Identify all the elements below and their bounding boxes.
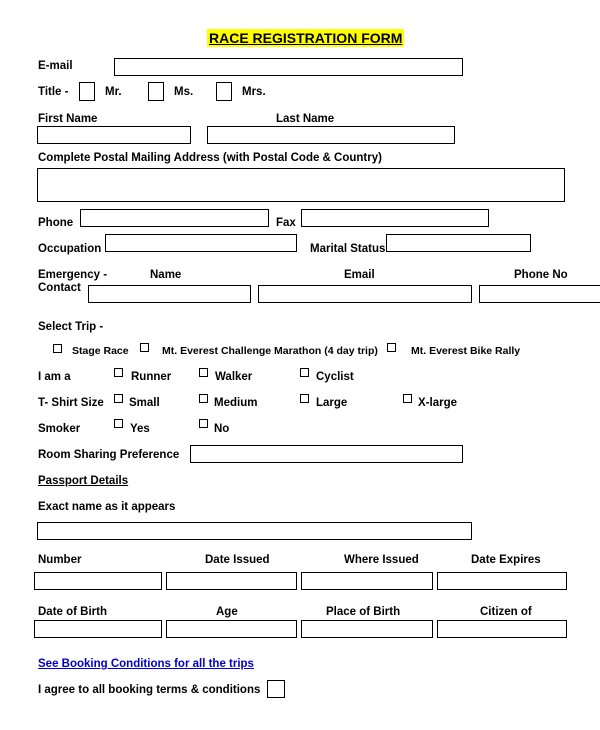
trip-bike-rally-label: Mt. Everest Bike Rally: [411, 345, 521, 357]
occupation-label: Occupation: [38, 243, 102, 255]
occupation-field[interactable]: [105, 234, 297, 252]
walker-checkbox[interactable]: [199, 368, 208, 377]
emergency-contact-label: Contact: [38, 282, 81, 294]
size-medium-label: Medium: [214, 397, 258, 409]
email-label: E-mail: [38, 60, 73, 72]
trip-marathon-label: Mt. Everest Challenge Marathon (4 day trip): [162, 345, 378, 357]
fax-field[interactable]: [301, 209, 489, 227]
emergency-phone-header: Phone No: [514, 269, 568, 281]
email-field[interactable]: [114, 58, 463, 76]
emergency-email-header: Email: [344, 269, 375, 281]
tshirt-size-label: T- Shirt Size: [38, 397, 104, 409]
age-header: Age: [216, 606, 238, 618]
title-mr-label: Mr.: [105, 86, 122, 98]
title-ms-label: Ms.: [174, 86, 194, 98]
first-name-label: First Name: [38, 113, 98, 125]
passport-name-field[interactable]: [37, 522, 472, 540]
emergency-name-header: Name: [150, 269, 182, 281]
smoker-no-checkbox[interactable]: [199, 419, 208, 428]
date-expires-field[interactable]: [437, 572, 567, 590]
citizen-of-field[interactable]: [437, 620, 567, 638]
room-sharing-field[interactable]: [190, 445, 463, 463]
size-xlarge-label: X-large: [418, 397, 457, 409]
passport-number-header: Number: [38, 554, 82, 566]
agree-terms-label: I agree to all booking terms & conditions: [38, 684, 261, 696]
phone-field[interactable]: [80, 209, 269, 227]
smoker-yes-label: Yes: [130, 423, 150, 435]
title-mrs-label: Mrs.: [242, 86, 266, 98]
trip-stage-race-checkbox[interactable]: [53, 344, 62, 353]
date-issued-header: Date Issued: [205, 554, 270, 566]
size-large-checkbox[interactable]: [300, 394, 309, 403]
place-of-birth-field[interactable]: [301, 620, 433, 638]
select-trip-label: Select Trip -: [38, 321, 104, 333]
passport-number-field[interactable]: [34, 572, 162, 590]
address-field[interactable]: [37, 168, 565, 202]
place-of-birth-header: Place of Birth: [326, 606, 401, 618]
date-issued-field[interactable]: [166, 572, 297, 590]
title-label: Title -: [38, 86, 69, 98]
size-xlarge-checkbox[interactable]: [403, 394, 412, 403]
trip-marathon-checkbox[interactable]: [140, 343, 149, 352]
size-small-label: Small: [129, 397, 160, 409]
trip-stage-race-label: Stage Race: [72, 345, 129, 357]
title-mr-checkbox[interactable]: [79, 82, 95, 101]
age-field[interactable]: [166, 620, 297, 638]
where-issued-field[interactable]: [301, 572, 433, 590]
agree-terms-checkbox[interactable]: [267, 680, 285, 698]
smoker-yes-checkbox[interactable]: [114, 419, 123, 428]
runner-checkbox[interactable]: [114, 368, 123, 377]
where-issued-header: Where Issued: [344, 554, 419, 566]
citizen-of-header: Citizen of: [480, 606, 532, 618]
cyclist-checkbox[interactable]: [300, 368, 309, 377]
trip-bike-rally-checkbox[interactable]: [387, 343, 396, 352]
last-name-field[interactable]: [207, 126, 455, 144]
emergency-name-field[interactable]: [88, 285, 251, 303]
phone-label: Phone: [38, 217, 74, 229]
marital-status-label: Marital Status: [310, 243, 386, 255]
walker-label: Walker: [215, 371, 253, 383]
booking-conditions-link[interactable]: See Booking Conditions for all the trips: [38, 658, 254, 670]
title-ms-checkbox[interactable]: [148, 82, 164, 101]
smoker-label: Smoker: [38, 423, 81, 435]
passport-details-heading: Passport Details: [38, 475, 129, 487]
smoker-no-label: No: [214, 423, 230, 435]
date-expires-header: Date Expires: [471, 554, 541, 566]
exact-name-label: Exact name as it appears: [38, 501, 176, 513]
date-of-birth-field[interactable]: [34, 620, 162, 638]
size-medium-checkbox[interactable]: [199, 394, 208, 403]
cyclist-label: Cyclist: [316, 371, 354, 383]
form-title: RACE REGISTRATION FORM: [209, 30, 403, 46]
date-of-birth-header: Date of Birth: [38, 606, 107, 618]
emergency-email-field[interactable]: [258, 285, 472, 303]
size-small-checkbox[interactable]: [114, 394, 123, 403]
marital-status-field[interactable]: [386, 234, 531, 252]
address-label: Complete Postal Mailing Address (with Postal Code & Country): [38, 152, 382, 164]
emergency-label: Emergency -: [38, 269, 108, 281]
size-large-label: Large: [316, 397, 348, 409]
fax-label: Fax: [276, 217, 296, 229]
first-name-field[interactable]: [37, 126, 191, 144]
emergency-phone-field[interactable]: [479, 285, 600, 303]
i-am-label: I am a: [38, 371, 71, 383]
room-sharing-label: Room Sharing Preference: [38, 449, 180, 461]
title-mrs-checkbox[interactable]: [216, 82, 232, 101]
runner-label: Runner: [131, 371, 172, 383]
last-name-label: Last Name: [276, 113, 335, 125]
